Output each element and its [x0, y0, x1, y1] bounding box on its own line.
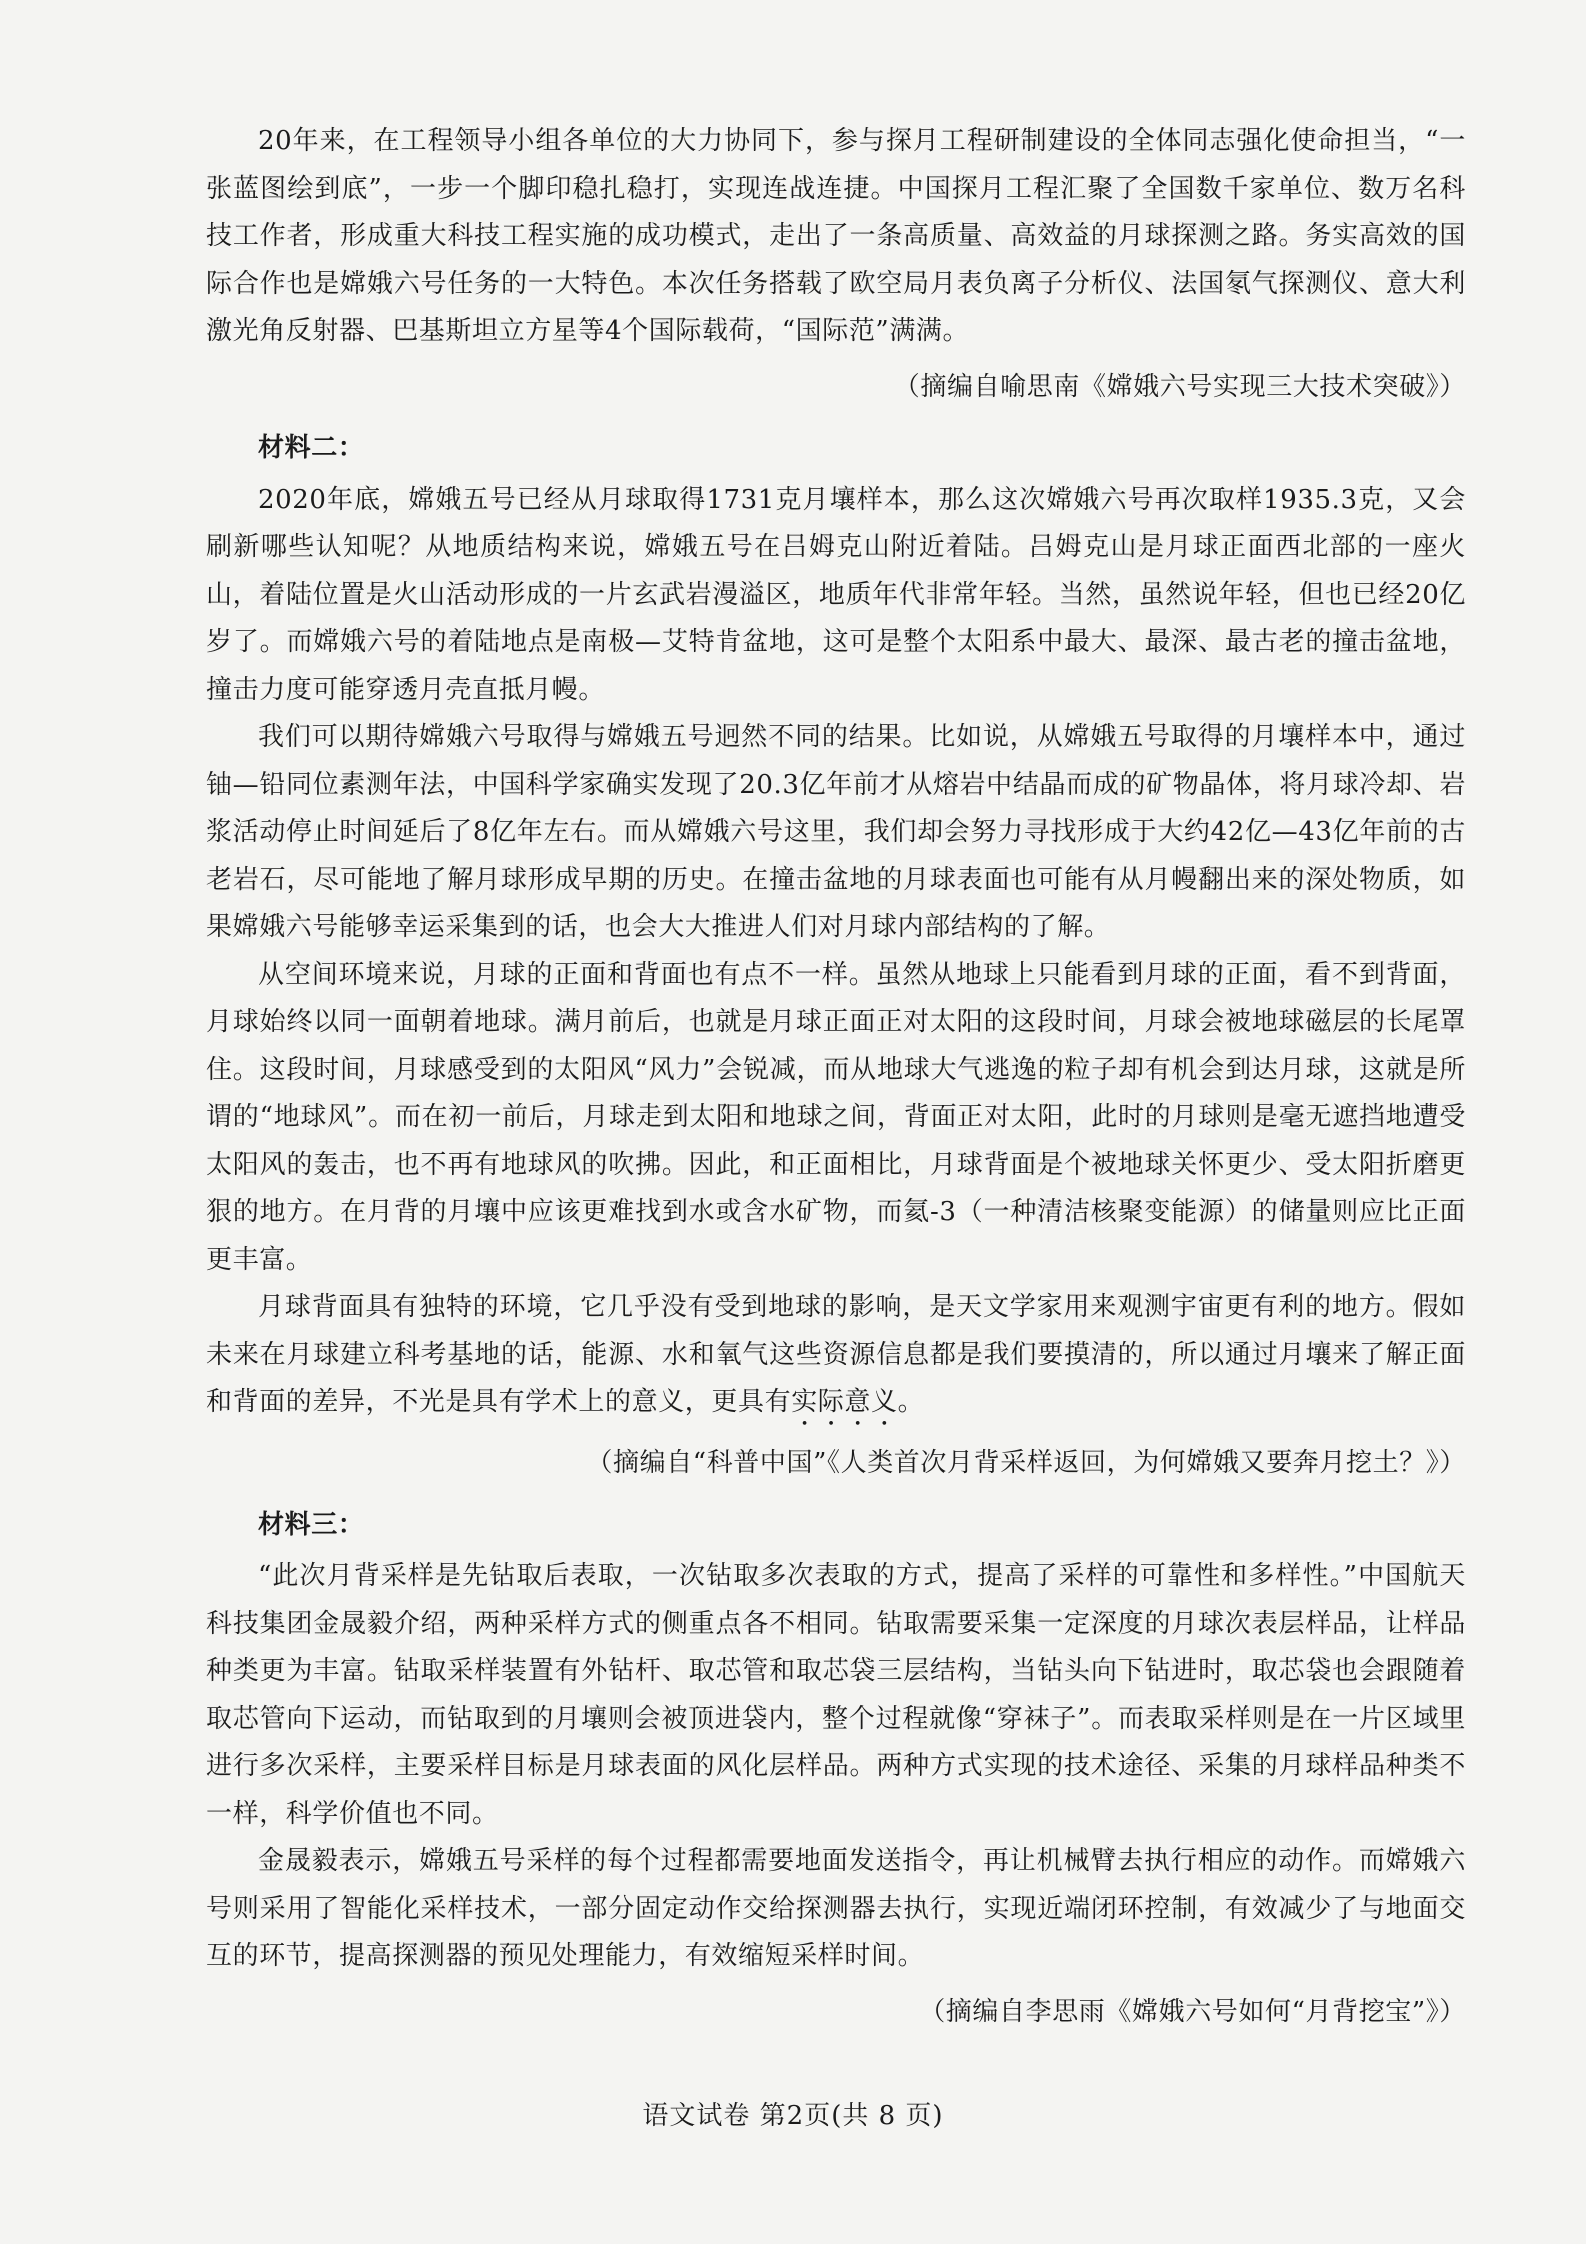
- material2-paragraph-4: [206, 1284, 1466, 1432]
- material2-paragraph-3: 从空间环境来说，月球的正面和背面也有点不一样。虽然从地球上只能看到月球的正面，看不到背面，月球始终以同一面朝着地球。满月前后，也就是月球正面正对太阳的这段时间，月球会被地球磁层的长尾罩住。这段时间，月球感受到的太阳风“风力”会锐减，而从地球大气逃逸的粒子却有机会到达月球，这就是所谓的“地球风”。而在初一前后，月球走到太阳和地球之间，背面正对太阳，此时的月球则是毫无遮挡地遭受太阳风的轰击，也不再有地球风的吹拂。因此，和正面相比，月球背面是个被地球关怀更少、受太阳折磨更狠的地方。在月背的月壤中应该更难找到水或含水矿物，而氦-3（一种清洁核聚变能源）的储量则应比正面更丰富。: [206, 959, 1466, 1275]
- material3-source: （摘编自李思雨《嫦娥六号如何“月背挖宝”》）: [919, 1996, 1466, 2027]
- page-footer: 语文试卷 第2页(共 8 页): [642, 2101, 944, 2131]
- emphasized-phrase: 实际意义: [791, 1387, 898, 1417]
- material3-paragraph-2: 金晟毅表示，嫦娥五号采样的每个过程都需要地面发送指令，再让机械臂去执行相应的动作。而嫦娥六号则采用了智能化采样技术，一部分固定动作交给探测器去执行，实现近端闭环控制，有效减少了与地面交互的环节，提高探测器的预见处理能力，有效缩短采样时间。: [206, 1846, 1466, 1971]
- material2-heading: 材料二：: [258, 433, 365, 463]
- material3-heading: 材料三：: [258, 1509, 365, 1540]
- page-content: [206, 118, 1466, 2050]
- material1-paragraph-1: 20年来，在工程领导小组各单位的大力协同下，参与探月工程研制建设的全体同志强化使命担当，“一张蓝图绘到底”，一步一个脚印稳扎稳打，实现连战连捷。中国探月工程汇聚了全国数千家单位、数万名科技工作者，形成重大科技工程实施的成功模式，走出了一条高质量、高效益的月球探测之路。务实高效的国际合作也是嫦娥六号任务的一大特色。本次任务搭载了欧空局月表负离子分析仪、法国氡气探测仪、意大利激光角反射器、巴基斯坦立方星等4个国际载荷，“国际范”满满。: [206, 126, 1466, 346]
- material2-paragraph-4-end: 。: [897, 1387, 925, 1417]
- material2-source: （摘编自“科普中国”《人类首次月背采样返回，为何嫦娥又要奔月挖土？》）: [586, 1448, 1466, 1478]
- material1-source: （摘编自喻思南《嫦娥六号实现三大技术突破》）: [893, 371, 1466, 402]
- material3-paragraph-1: “此次月背采样是先钻取后表取，一次钻取多次表取的方式，提高了采样的可靠性和多样性。”中国航天科技集团金晟毅介绍，两种采样方式的侧重点各不相同。钻取需要采集一定深度的月球次表层样品，让样品种类更为丰富。钻取采样装置有外钻杆、取芯管和取芯袋三层结构，当钻头向下钻进时，取芯袋也会跟随着取芯管向下运动，而钻取到的月壤则会被顶进袋内，整个过程就像“穿袜子”。而表取采样则是在一片区域里进行多次采样，主要采样目标是月球表面的风化层样品。两种方式实现的技术途径、采集的月球样品种类不一样，科学价值也不同。: [206, 1561, 1466, 1829]
- material2-paragraph-4-text: 月球背面具有独特的环境，它几乎没有受到地球的影响，是天文学家用来观测宇宙更有利的地方。假如未来在月球建立科考基地的话，能源、水和氧气这些资源信息都是我们要摸清的，所以通过月壤来了解正面和背面的差异，不光是具有学术上的意义，更具有: [206, 1292, 1466, 1417]
- material2-paragraph-2: 我们可以期待嫦娥六号取得与嫦娥五号迥然不同的结果。比如说，从嫦娥五号取得的月壤样本中，通过铀—铅同位素测年法，中国科学家确实发现了20.3亿年前才从熔岩中结晶而成的矿物晶体，将月球冷却、岩浆活动停止时间延后了8亿年左右。而从嫦娥六号这里，我们却会努力寻找形成于大约42亿—43亿年前的古老岩石，尽可能地了解月球形成早期的历史。在撞击盆地的月球表面也可能有从月幔翻出来的深处物质，如果嫦娥六号能够幸运采集到的话，也会大大推进人们对月球内部结构的了解。: [206, 722, 1466, 942]
- material2-paragraph-1: 2020年底，嫦娥五号已经从月球取得1731克月壤样本，那么这次嫦娥六号再次取样1935.3克，又会刷新哪些认知呢？从地质结构来说，嫦娥五号在吕姆克山附近着陆。吕姆克山是月球正面西北部的一座火山，着陆位置是火山活动形成的一片玄武岩漫溢区，地质年代非常年轻。当然，虽然说年轻，但也已经20亿岁了。而嫦娥六号的着陆地点是南极—艾特肯盆地，这可是整个太阳系中最大、最深、最古老的撞击盆地，撞击力度可能穿透月壳直抵月幔。: [206, 484, 1466, 705]
